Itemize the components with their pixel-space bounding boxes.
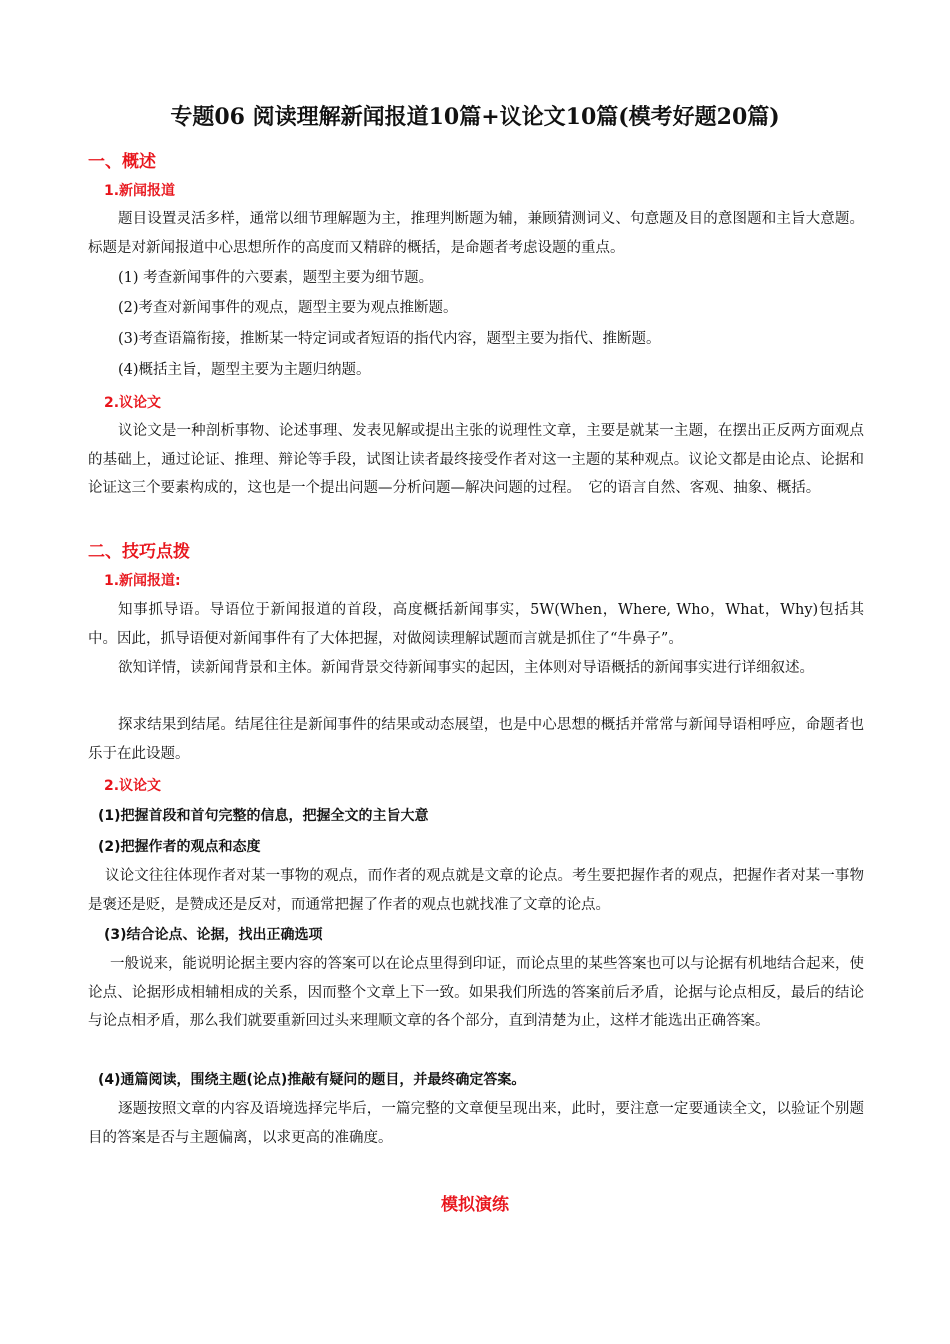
argument-tip-2: (2)把握作者的观点和态度: [98, 839, 261, 855]
subheading-argumentative: 2.议论文: [104, 395, 162, 411]
news-item-3: (3)考查语篇衔接，推断某一特定词或者短语的指代内容，题型主要为指代、推断题。: [118, 331, 661, 347]
argument-tip-3-text: 一般说来，能说明论据主要内容的答案可以在论点里得到印证，而论点里的某些答案也可以与论据有机地结合起来，使论点、论据形成相辅相成的关系，因而整个文章上下一致。如果我们所选的答案前后矛盾，论据与论点相反，最后的结论与论点相矛盾，那么我们就要重新回过头来理顺文章的各个部分，直到清楚为止，这样才能选出正确答案。: [88, 956, 864, 1029]
argument-tip-3: (3)结合论点、论据，找出正确选项: [104, 927, 323, 943]
news-tip-paragraph-3: 探求结果到结尾。结尾往往是新闻事件的结果或动态展望，也是中心思想的概括并常常与新闻导语相呼应，命题者也乐于在此设题。: [88, 717, 864, 762]
section-heading-tips: 二、技巧点拨: [88, 542, 190, 562]
argument-tip-2-text: 议论文往往体现作者对某一事物的观点，而作者的观点就是文章的论点。考生要把握作者的观点，把握作者对某一事物是褒还是贬，是赞成还是反对，而通常把握了作者的观点也就找准了文章的论点。: [88, 868, 864, 913]
news-tip-paragraph-2: 欲知详情，读新闻背景和主体。新闻背景交待新闻事实的起因，主体则对导语概括的新闻事实进行详细叙述。: [118, 660, 814, 676]
subheading-argument-tips: 2.议论文: [104, 778, 162, 794]
subheading-news-tips: 1.新闻报道:: [104, 573, 181, 589]
news-intro-paragraph: 题目设置灵活多样，通常以细节理解题为主，推理判断题为辅，兼顾猜测词义、句意题及目的意图题和主旨大意题。标题是对新闻报道中心思想所作的高度而又精辟的概括，是命题者考虑设题的重点。: [88, 211, 864, 256]
news-item-1: (1) 考查新闻事件的六要素，题型主要为细节题。: [118, 270, 434, 286]
practice-heading: 模拟演练: [441, 1195, 509, 1215]
argument-tip-4-text: 逐题按照文章的内容及语境选择完毕后，一篇完整的文章便呈现出来，此时，要注意一定要通读全文，以验证个别题目的答案是否与主题偏离，以求更高的准确度。: [88, 1101, 864, 1146]
subheading-news-report: 1.新闻报道: [104, 183, 176, 199]
argument-tip-1: (1)把握首段和首句完整的信息，把握全文的主旨大意: [98, 808, 429, 824]
section-heading-overview: 一、概述: [88, 152, 156, 172]
argument-tip-4: (4)通篇阅读，围绕主题(论点)推敲有疑问的题目，并最终确定答案。: [98, 1072, 526, 1088]
argument-intro-paragraph: 议论文是一种剖析事物、论述事理、发表见解或提出主张的说理性文章，主要是就某一主题，在摆出正反两方面观点的基础上，通过论证、推理、辩论等手段，试图让读者最终接受作者对这一主题的某种观点。议论文都是由论点、论据和论证这三个要素构成的，这也是一个提出问题—分析问题—解决问题的过程。 它的语言自然、客观、抽象、概括。: [88, 423, 864, 496]
news-item-2: (2)考查对新闻事件的观点，题型主要为观点推断题。: [118, 300, 458, 316]
news-item-4: (4)概括主旨，题型主要为主题归纳题。: [118, 362, 371, 378]
document-title: 专题06 阅读理解新闻报道10篇+议论文10篇(模考好题20篇): [170, 104, 780, 130]
news-tip-paragraph-1: 知事抓导语。导语位于新闻报道的首段，高度概括新闻事实，5W(When，Where, Who，What，Why)包括其中。因此，抓导语便对新闻事件有了大体把握，对做阅读理解试题而言就是抓住了“牛鼻子”。: [88, 602, 864, 647]
